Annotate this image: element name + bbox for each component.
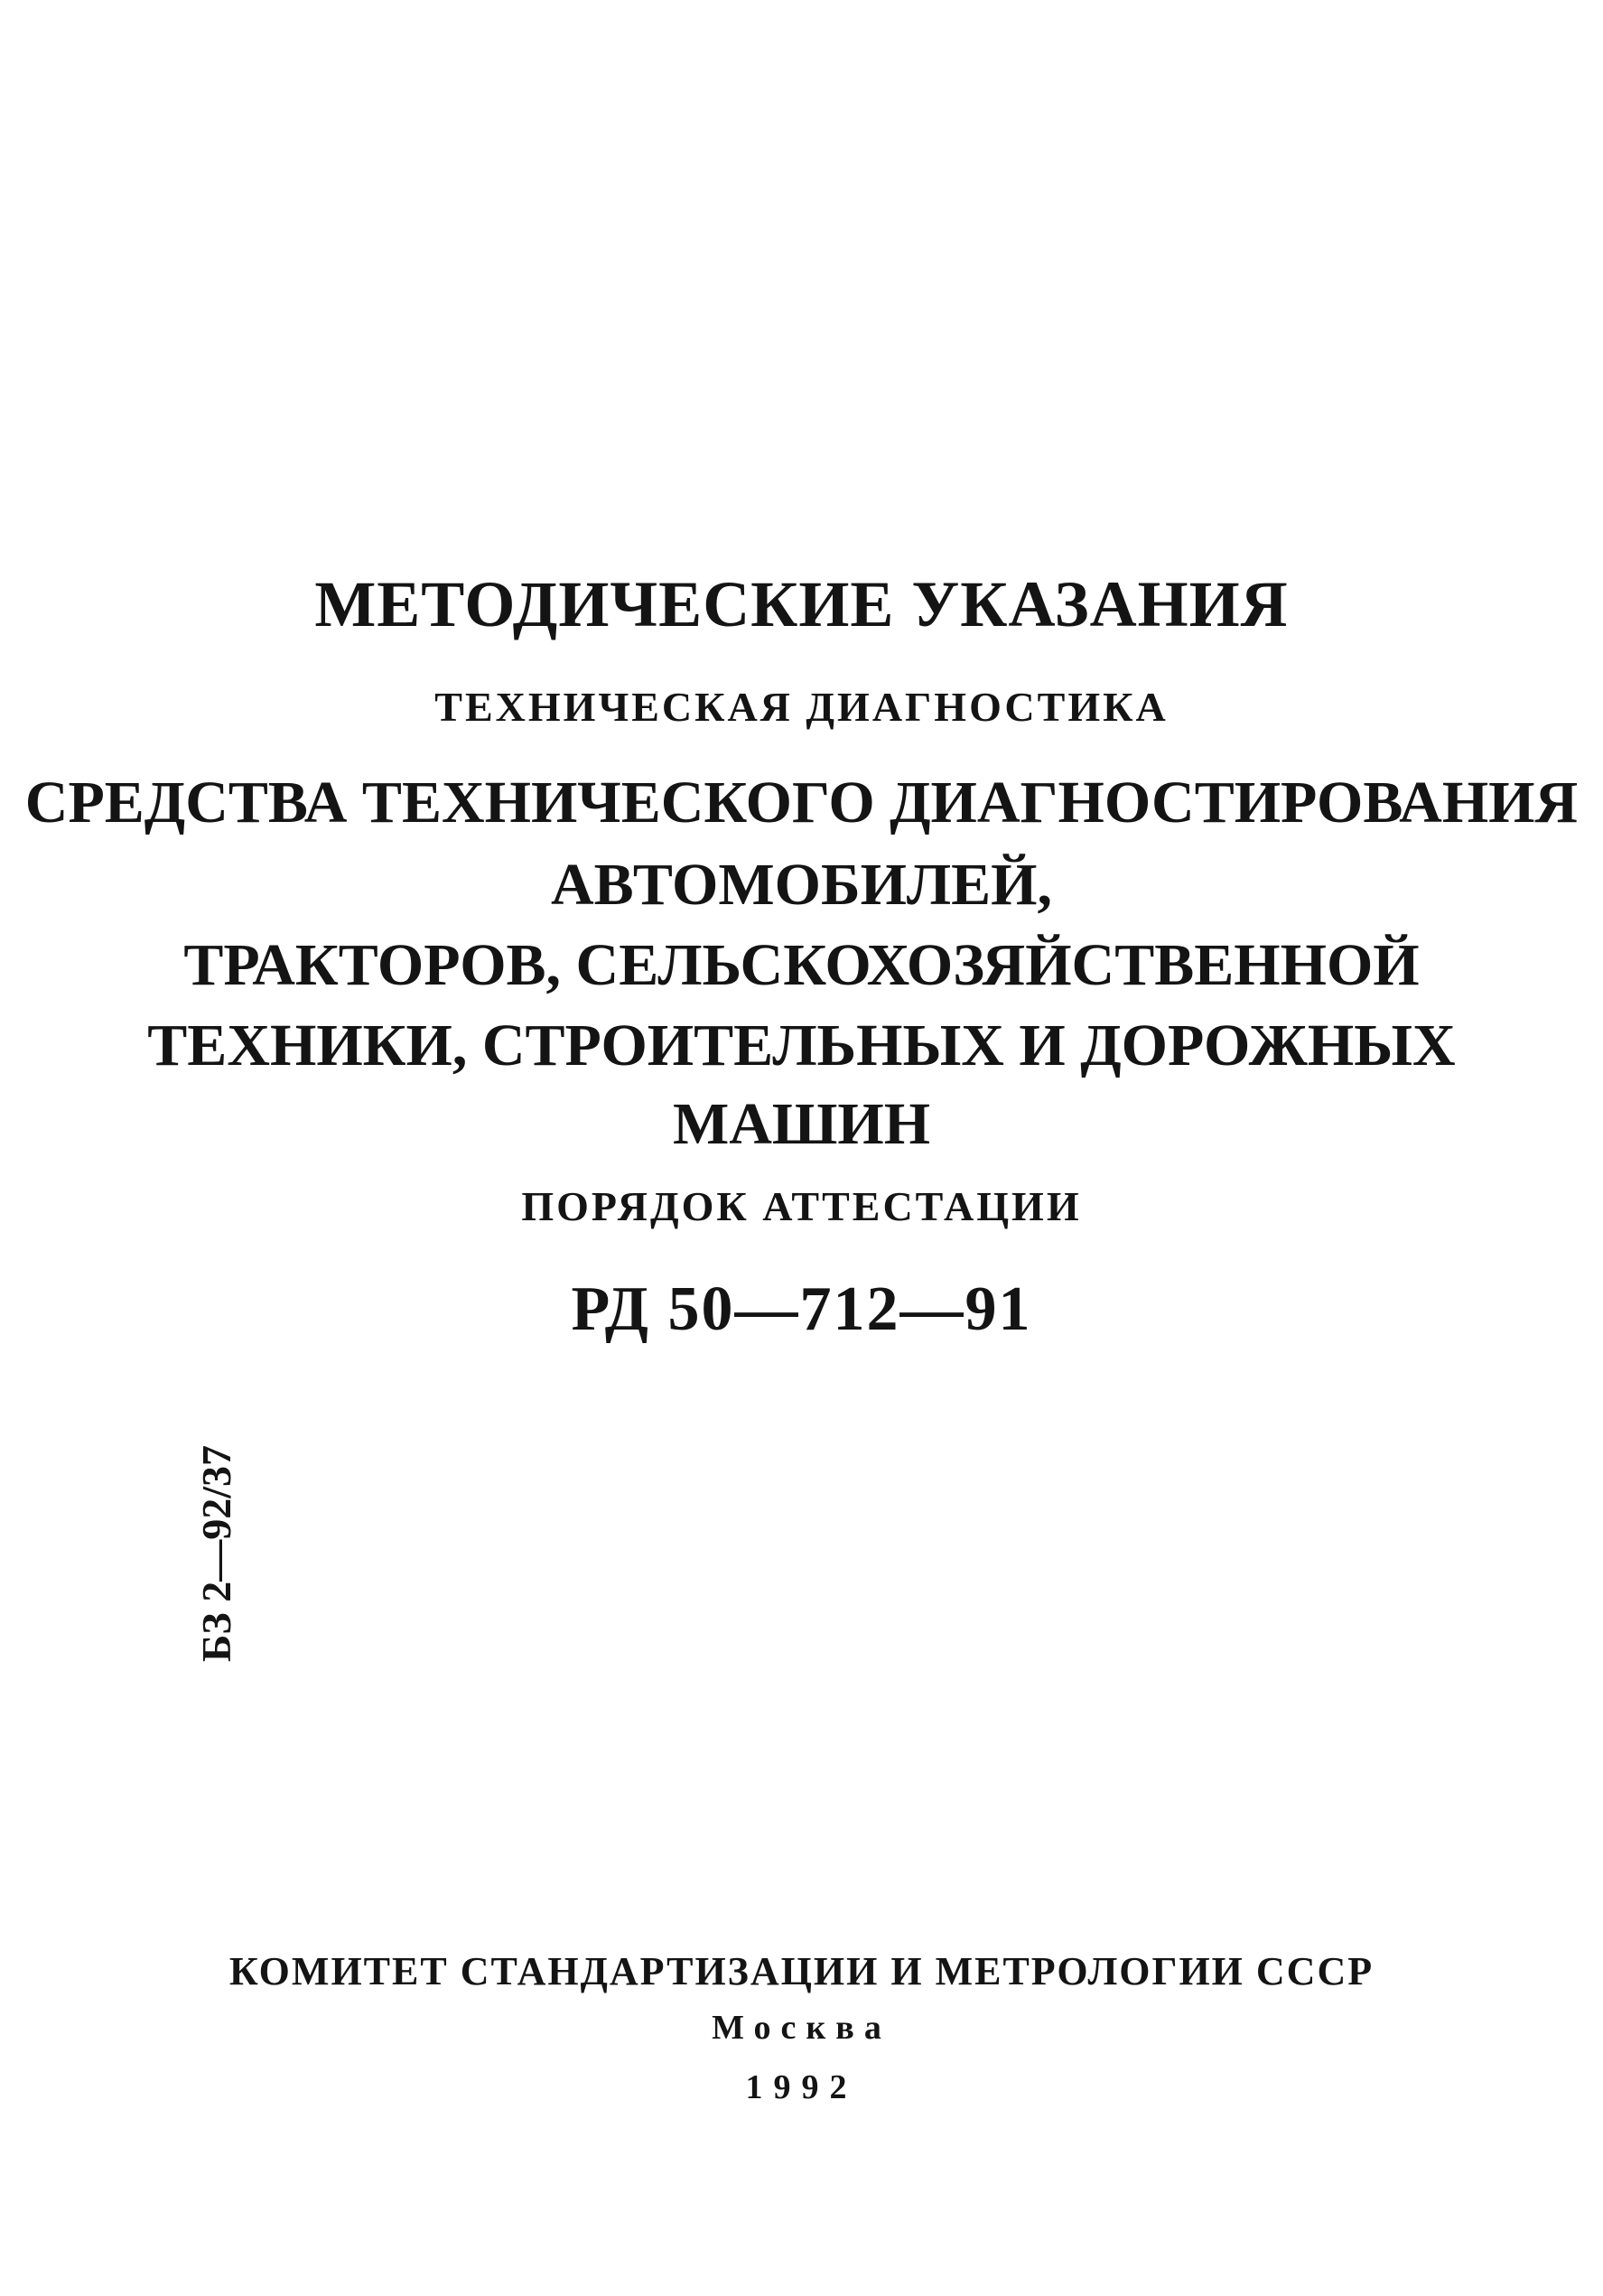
document-type: МЕТОДИЧЕСКИЕ УКАЗАНИЯ [314, 568, 1289, 640]
subject-area: ТЕХНИЧЕСКАЯ ДИАГНОСТИКА [434, 684, 1169, 730]
publisher: КОМИТЕТ СТАНДАРТИЗАЦИИ И МЕТРОЛОГИИ СССР [228, 1949, 1375, 1993]
catalog-code: БЗ 2—92/37 [193, 1445, 239, 1662]
publication-year: 1992 [745, 2068, 858, 2106]
title-line-1: СРЕДСТВА ТЕХНИЧЕСКОГО ДИАГНОСТИРОВАНИЯ [24, 770, 1579, 835]
publication-city: Москва [712, 2009, 891, 2047]
title-line-4: ТЕХНИКИ, СТРОИТЕЛЬНЫХ И ДОРОЖНЫХ [147, 1013, 1456, 1078]
title-line-2: АВТОМОБИЛЕЙ, [551, 852, 1052, 918]
title-line-5: МАШИН [672, 1091, 931, 1157]
document-designation: РД 50—712—91 [571, 1274, 1032, 1344]
title-line-3: ТРАКТОРОВ, СЕЛЬСКОХОЗЯЙСТВЕННОЙ [183, 932, 1420, 998]
subtitle: ПОРЯДОК АТТЕСТАЦИИ [521, 1183, 1082, 1229]
